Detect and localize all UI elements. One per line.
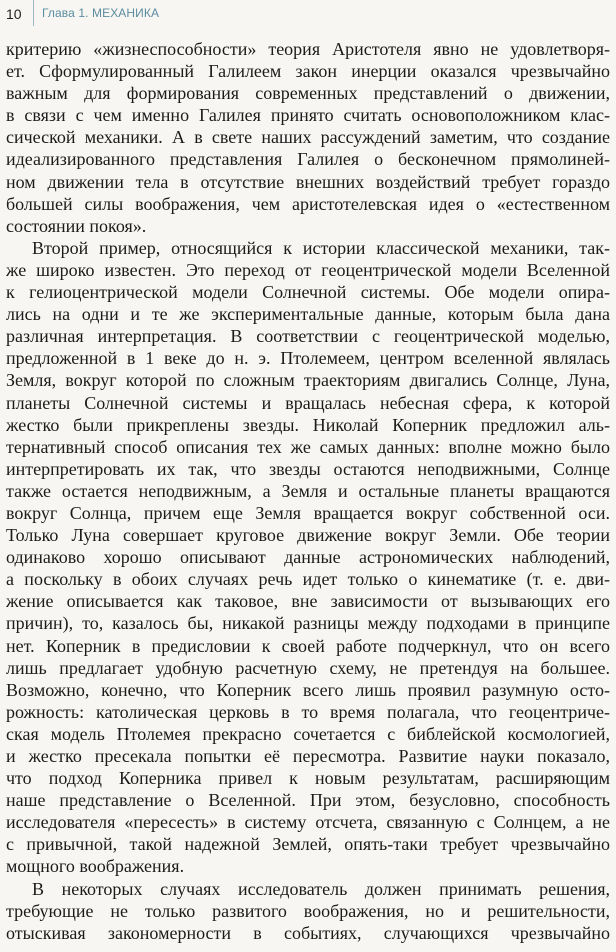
text-line: и жестко пресекала попытки её пересмотра. Развитие науки показало, — [6, 746, 610, 766]
paragraph — [6, 38, 610, 237]
page-header — [0, 0, 616, 26]
text-line: Возможно, конечно, что Коперник всего лишь проявил разумную осто- — [6, 679, 610, 700]
text-line: ет. Сформулированный Галилеем закон инерции оказался чрезвычайно — [6, 61, 610, 82]
text-line: тернативный способ описания тех же самых данных: вполне можно было — [6, 436, 610, 457]
text-line: интерпретировать их так, что звезды остаются неподвижными, Солнце — [6, 458, 610, 479]
text-line: жестко были прикреплены звезды. Николай Коперник предложил аль- — [6, 414, 610, 435]
text-line: планеты Солнечной системы и вращалась небесная сфера, к которой — [6, 392, 610, 413]
text-line: Только Луна совершает круговое движение вокруг Земли. Обе теории — [6, 525, 610, 546]
text-line: состоянии покоя». — [6, 215, 147, 236]
text-line: ская модель Птолемея прекрасно сочетается с библейской космологией, — [6, 723, 610, 744]
text-line: же широко известен. Это переход от геоцентрической модели Вселенной — [6, 259, 610, 280]
text-line: а поскольку в обоих случаях речь идет только о кинематике (т. е. дви- — [6, 569, 610, 590]
text-line: исследователя «пересесть» в систему отсчета, связанную с Солнцем, а не — [6, 812, 610, 833]
text-line: сической механики. А в свете наших рассуждений заметим, что создание — [6, 127, 610, 148]
running-head: Глава 1. МЕХАНИКА — [42, 6, 160, 20]
text-line: различная интерпретация. В соответствии с геоцентрической моделью, — [6, 326, 610, 347]
text-line: в связи с чем именно Галилея принято считать основоположником клас- — [6, 105, 610, 126]
header-divider — [33, 0, 34, 26]
text-line: требующие не только развитого воображения, но и решительности, — [6, 900, 610, 921]
text-line: наше представление о Вселенной. При этом, безусловно, способность — [6, 790, 610, 811]
text-line: с привычной, такой надежной Землей, опять-таки требует чрезвычайно — [6, 834, 610, 855]
page-number: 10 — [6, 6, 22, 22]
text-line: В некоторых случаях исследователь должен принимать решения, — [32, 878, 610, 899]
text-line: нет. Коперник в предисловии к своей работе подчеркнул, что он всего — [6, 635, 610, 656]
text-line: к гелиоцентрической модели Солнечной системы. Обе модели опира- — [6, 282, 610, 303]
paragraph — [6, 237, 610, 878]
text-line: ном движении тела в отсутствие внешних воздействий требует гораздо — [6, 171, 610, 192]
text-line: лись на одни и те же экспериментальные данные, которым была дана — [6, 304, 610, 325]
text-line: мощного воображения. — [6, 856, 185, 877]
paragraph — [6, 878, 610, 944]
text-line: что подход Коперника привел к новым результатам, расширяющим — [6, 768, 610, 789]
text-line: вокруг Солнца, причем еще Земля вращается вокруг собственной оси. — [6, 502, 610, 523]
text-line: рожность: католическая церковь в то время полагала, что геоцентриче- — [6, 701, 610, 722]
text-line: лишь предлагает удобную расчетную схему, не претендуя на большее. — [6, 657, 610, 678]
text-line: одинаково хорошо описывают данные астрономических наблюдений, — [6, 547, 610, 568]
text-line: предложенной в 1 веке до н. э. Птолемеем, центром вселенной являлась — [6, 348, 610, 369]
text-line: жение описывается как таковое, вне зависимости от вызывающих его — [6, 591, 610, 612]
text-line: идеализированного представления Галилея о бесконечном прямолиней- — [6, 149, 610, 170]
text-line: большей силы воображения, чем аристотелевская идея о «естественном — [6, 193, 610, 214]
body-text — [6, 38, 610, 944]
text-line: Второй пример, относящийся к истории классической механики, так- — [32, 237, 610, 258]
text-line: отыскивая закономерности в событиях, случающихся чрезвычайно — [6, 922, 610, 943]
text-line: также остается неподвижным, а Земля и остальные планеты вращаются — [6, 480, 610, 501]
text-line: важным для формирования современных представлений о движении, — [6, 83, 610, 104]
text-line: Земля, вокруг которой по сложным траекториям двигались Солнце, Луна, — [6, 370, 610, 391]
text-line: критерию «жизнеспособности» теория Аристотеля явно не удовлетворя- — [6, 39, 610, 59]
text-line: причин), то, казалось бы, никакой разницы между подходами в принципе — [6, 613, 610, 634]
